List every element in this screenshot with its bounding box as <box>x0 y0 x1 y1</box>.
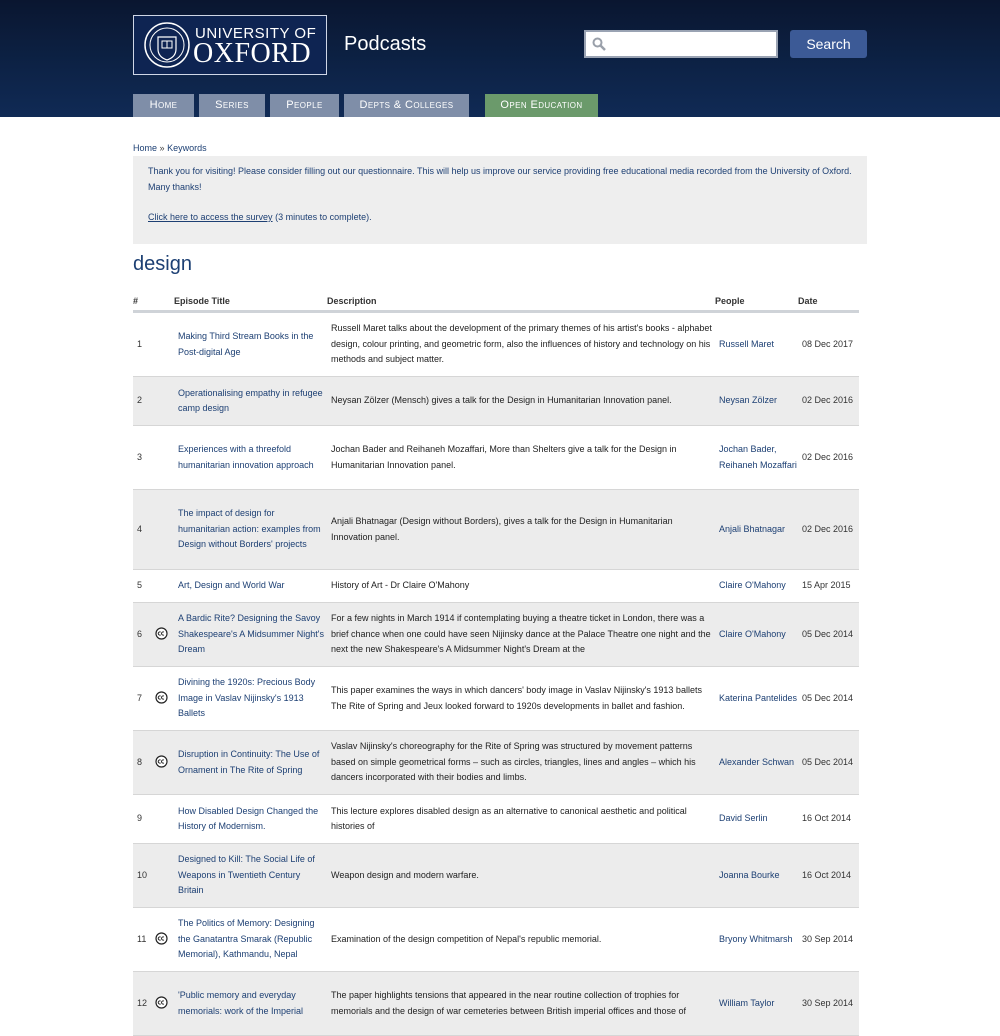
episode-title-link[interactable]: Experiences with a threefold humanitarian innovation approach <box>178 444 314 470</box>
logo-text-oxford: OXFORD <box>193 38 312 69</box>
header-people[interactable]: People <box>715 296 745 306</box>
site-title[interactable]: Podcasts <box>344 33 427 55</box>
creative-commons-icon <box>155 932 168 945</box>
episode-date: 16 Oct 2014 <box>802 813 852 824</box>
episode-people-link[interactable]: David Serlin <box>719 813 768 824</box>
episode-people-link[interactable]: Katerina Pantelides <box>719 692 798 703</box>
episode-description: The paper highlights tensions that appeared in the near routine collection of trophies for memorials and the design of war cemeteries between British imperial offices and those of <box>331 990 687 1016</box>
episode-people-link[interactable]: William Taylor <box>719 997 775 1008</box>
table-row <box>133 570 859 603</box>
page-title: design <box>133 253 192 275</box>
breadcrumb-keywords[interactable]: Keywords <box>167 143 207 153</box>
episode-people-link[interactable]: Claire O'Mahony <box>719 580 786 591</box>
episode-description: Neysan Zölzer (Mensch) gives a talk for the Design in Humanitarian Innovation panel. <box>331 395 672 406</box>
episode-date: 15 Apr 2015 <box>802 580 851 591</box>
creative-commons-icon <box>155 996 168 1009</box>
episode-title-link[interactable]: A Bardic Rite? Designing the Savoy Shakespeare's A Midsummer Night's Dream <box>178 613 324 655</box>
survey-notice <box>133 156 867 244</box>
table-row <box>133 603 859 667</box>
table-row <box>133 490 859 570</box>
episode-number: 1 <box>137 338 143 349</box>
nav-people[interactable]: People <box>270 94 339 117</box>
breadcrumb-home[interactable]: Home <box>133 143 158 153</box>
episode-people-link[interactable]: Bryony Whitmarsh <box>719 933 793 944</box>
logo-text-university-of: UNIVERSITY OF <box>195 25 317 42</box>
nav-home[interactable]: Home <box>133 94 194 117</box>
university-crest-icon <box>143 21 191 69</box>
episode-people-link[interactable]: Russell Maret <box>719 338 775 349</box>
episode-title-link[interactable]: Divining the 1920s: Precious Body Image in Vaslav Nijinsky's 1913 Ballets <box>178 677 316 719</box>
episode-description: Jochan Bader and Reihaneh Mozaffari, More than Shelters give a talk for the Design in Humanitarian Innovation panel. <box>331 444 677 470</box>
episode-title-link[interactable]: Art, Design and World War <box>178 580 285 591</box>
episode-date: 30 Sep 2014 <box>802 933 854 944</box>
episode-people-link[interactable]: Claire O'Mahony <box>719 628 786 639</box>
table-header <box>133 293 859 313</box>
episode-description: Examination of the design competition of Nepal's republic memorial. <box>331 933 602 944</box>
episode-description: Weapon design and modern warfare. <box>331 869 479 880</box>
table-row <box>133 667 859 731</box>
creative-commons-icon <box>155 627 168 640</box>
episode-number: 3 <box>137 451 143 462</box>
episode-people-link[interactable]: Anjali Bhatnagar <box>719 523 786 534</box>
header-date[interactable]: Date <box>798 296 818 306</box>
table-row <box>133 313 859 377</box>
episode-date: 05 Dec 2014 <box>802 692 854 703</box>
episode-date: 05 Dec 2014 <box>802 628 854 639</box>
creative-commons-icon <box>155 755 168 768</box>
table-row <box>133 377 859 426</box>
nav-depts-colleges[interactable]: Depts & Colleges <box>344 94 469 117</box>
search-field[interactable] <box>584 30 778 58</box>
table-row <box>133 908 859 972</box>
episode-date: 02 Dec 2016 <box>802 395 854 406</box>
breadcrumb <box>133 143 207 153</box>
episode-description: Russell Maret talks about the development of the primary themes of his artist's books - alphabet design, colour printing, and geometric form, also the influences of history and technology on his methods and subject matter. <box>331 323 712 365</box>
header-description: Description <box>327 296 377 306</box>
episode-number: 11 <box>137 933 147 944</box>
episode-description: Anjali Bhatnagar (Design without Borders), gives a talk for the Design in Humanitarian Innovation panel. <box>331 516 673 542</box>
episode-description: History of Art - Dr Claire O'Mahony <box>331 580 470 591</box>
episode-number: 8 <box>137 756 143 767</box>
table-row <box>133 731 859 795</box>
episode-date: 05 Dec 2014 <box>802 756 854 767</box>
episode-title-link[interactable]: Operationalising empathy in refugee camp design <box>178 387 323 413</box>
nav-open-education[interactable]: Open Education <box>485 94 598 117</box>
header-episode-title[interactable]: Episode Title <box>174 296 230 306</box>
episode-title-link[interactable]: The Politics of Memory: Designing the Ganatantra Smarak (Republic Memorial), Kathmandu, Nepal <box>178 918 315 960</box>
search-icon <box>592 37 606 51</box>
episode-date: 16 Oct 2014 <box>802 869 852 880</box>
creative-commons-icon <box>155 691 168 704</box>
episode-date: 02 Dec 2016 <box>802 451 854 462</box>
episodes-table <box>133 293 859 1036</box>
survey-duration: (3 minutes to complete). <box>275 212 372 222</box>
table-row <box>133 844 859 908</box>
episode-title-link[interactable]: Disruption in Continuity: The Use of Ornament in The Rite of Spring <box>178 749 320 775</box>
episode-date: 02 Dec 2016 <box>802 523 854 534</box>
nav-series[interactable]: Series <box>199 94 265 117</box>
table-row <box>133 426 859 490</box>
episode-number: 5 <box>137 580 143 591</box>
search-button[interactable]: Search <box>790 30 867 58</box>
episode-date: 30 Sep 2014 <box>802 997 854 1008</box>
episode-number: 6 <box>137 628 143 639</box>
notice-text: Thank you for visiting! Please consider filling out our questionnaire. This will help us improve our service providing free educational media recorded from the University of Oxford. Many thanks! <box>148 166 852 192</box>
episode-people-link[interactable]: Jochan Bader, Reihaneh Mozaffari <box>719 444 797 470</box>
episode-description: This lecture explores disabled design as an alternative to canonical aesthetic and political histories of <box>331 805 687 831</box>
episode-number: 12 <box>137 997 148 1008</box>
episode-people-link[interactable]: Joanna Bourke <box>719 869 780 880</box>
breadcrumb-separator: » <box>159 143 165 153</box>
episode-title-link[interactable]: Designed to Kill: The Social Life of Weapons in Twentieth Century Britain <box>178 854 315 896</box>
episode-number: 2 <box>137 395 143 406</box>
episode-title-link[interactable]: The impact of design for humanitarian action: examples from Design without Borders' projects <box>178 508 321 550</box>
episode-description: Vaslav Nijinsky's choreography for the Rite of Spring was structured by movement patterns based on simple geometrical forms – such as circles, triangles, lines and angles – which his dancers incorporated with their bodies and limbs. <box>331 741 696 783</box>
episode-title-link[interactable]: How Disabled Design Changed the History of Modernism. <box>178 805 319 831</box>
header-num: # <box>133 296 139 306</box>
table-row <box>133 795 859 844</box>
episode-title-link[interactable]: Making Third Stream Books in the Post-digital Age <box>178 331 314 357</box>
episode-number: 10 <box>137 869 148 880</box>
episode-date: 08 Dec 2017 <box>802 338 854 349</box>
survey-link[interactable]: Click here to access the survey <box>148 212 273 222</box>
episode-number: 7 <box>137 692 143 703</box>
site-header <box>0 0 1000 117</box>
episode-people-link[interactable]: Alexander Schwan <box>719 756 795 767</box>
oxford-logo[interactable] <box>133 15 327 75</box>
table-row <box>133 972 859 1036</box>
episode-description: For a few nights in March 1914 if contemplating buying a theatre ticket in London, there was a brief chance when one could have seen Nijinsky dance at the Palace Theatre one night and the next the new Shakespeare's A Midsummer Night's Dream at the <box>331 613 711 655</box>
episode-title-link[interactable]: 'Public memory and everyday memorials: work of the Imperial <box>178 990 304 1016</box>
episode-number: 4 <box>137 523 143 534</box>
episode-people-link[interactable]: Neysan Zölzer <box>719 395 778 406</box>
search-input[interactable] <box>612 32 776 56</box>
episode-description: This paper examines the ways in which dancers' body image in Vaslav Nijinsky's 1913 ballets The Rite of Spring and Jeux looked forward to 1920s developments in ballet and fashion. <box>331 685 702 711</box>
episode-number: 9 <box>137 813 143 824</box>
